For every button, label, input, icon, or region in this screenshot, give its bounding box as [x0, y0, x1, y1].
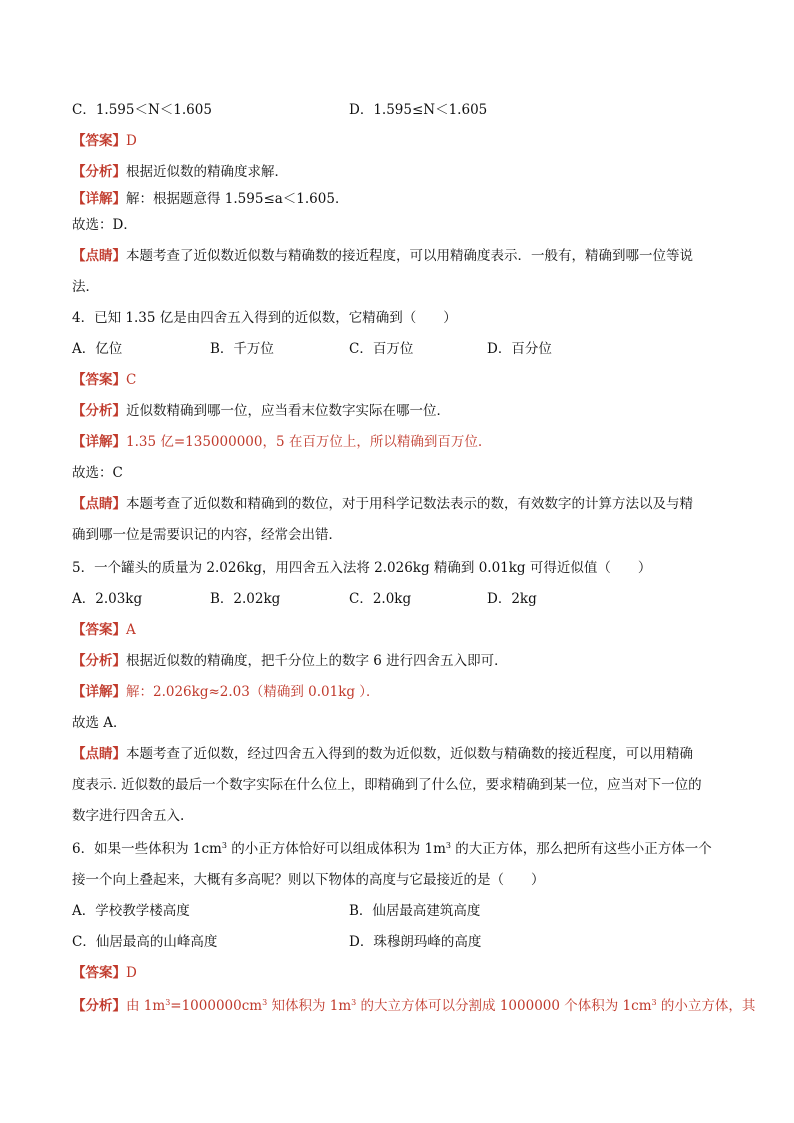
q4-answer: 【答案】C — [72, 372, 137, 388]
q3-option-d: D．1.595≤N＜1.605 — [349, 102, 488, 118]
q6-option-b: B．仙居最高建筑高度 — [349, 903, 481, 919]
q3-analysis: 【分析】根据近似数的精确度求解． — [72, 164, 288, 180]
q4-option-b: B．千万位 — [210, 341, 274, 357]
q6-question-2: 接一个向上叠起来，大概有多高呢？则以下物体的高度与它最接近的是（ ） — [72, 872, 545, 888]
q5-option-c: C．2.0kg — [349, 591, 412, 607]
q5-option-d: D．2kg — [487, 591, 537, 607]
q5-option-a: A．2.03kg — [72, 591, 143, 607]
q5-detail: 【详解】解：2.026kg≈2.03（精确到 0.01kg ）． — [72, 684, 380, 700]
q5-option-b: B．2.02kg — [210, 591, 281, 607]
q3-detail: 【详解】解：根据题意得 1.595≤a＜1.605． — [72, 191, 349, 207]
q6-question-1: 6．如果一些体积为 $1cm^3$ 的小正方体恰好可以组成体积为 $1m^3$ 的大正方体，那么把所有这些小正方体一个 — [72, 841, 712, 857]
q5-question: 5．一个罐头的质量为 2.026kg，用四舍五入法将 2.026kg 精确到 0.01kg 可得近似值（ ） — [72, 560, 652, 576]
q4-analysis: 【分析】近似数精确到哪一位，应当看末位数字实际在哪一位． — [72, 403, 450, 419]
q6-option-a: A．学校教学楼高度 — [72, 903, 190, 919]
q5-answer: 【答案】A — [72, 622, 136, 638]
q5-comment-3: 数字进行四舍五入. — [72, 808, 185, 824]
q4-option-c: C．百万位 — [349, 341, 414, 357]
q6-option-d: D．珠穆朗玛峰的高度 — [349, 934, 482, 950]
q5-choose: 故选 A． — [72, 715, 127, 731]
q3-comment-2: 法． — [72, 279, 99, 295]
q6-analysis: 【分析】由 $1m^3=1000000cm^3$ 知体积为 $1m^3$ 的大立方体可以分割成 1000000 个体积为 $1cm^3$ 的小立方体，其 — [72, 998, 756, 1014]
q3-option-c: C．1.595＜N＜1.605 — [72, 102, 212, 118]
q4-comment-1: 【点睛】本题考查了近似数和精确到的数位，对于用科学记数法表示的数，有效数字的计算方法以及与精 — [72, 496, 693, 512]
q3-choose: 故选：D． — [72, 217, 137, 233]
q5-analysis: 【分析】根据近似数的精确度，把千分位上的数字 6 进行四舍五入即可． — [72, 653, 508, 669]
q4-choose: 故选：C — [72, 465, 123, 481]
q4-detail: 【详解】1.35 亿=135000000，5 在百万位上，所以精确到百万位. — [72, 434, 483, 450]
q4-question: 4．已知 1.35 亿是由四舍五入得到的近似数，它精确到（ ） — [72, 310, 457, 326]
q3-comment-1: 【点睛】本题考查了近似数近似数与精确数的接近程度，可以用精确度表示．一般有，精确到哪一位等说 — [72, 248, 693, 264]
q5-comment-2: 度表示. 近似数的最后一个数字实际在什么位上，即精确到了什么位，要求精确到某一位，应当对下一位的 — [72, 777, 702, 793]
q5-comment-1: 【点睛】本题考查了近似数，经过四舍五入得到的数为近似数，近似数与精确数的接近程度，可以用精确 — [72, 746, 693, 762]
q3-answer: 【答案】D — [72, 133, 137, 149]
q4-comment-2: 确到哪一位是需要识记的内容，经常会出错． — [72, 527, 342, 543]
q6-option-c: C．仙居最高的山峰高度 — [72, 934, 218, 950]
q4-option-d: D．百分位 — [487, 341, 552, 357]
q6-answer: 【答案】D — [72, 965, 137, 981]
q4-option-a: A．亿位 — [72, 341, 123, 357]
